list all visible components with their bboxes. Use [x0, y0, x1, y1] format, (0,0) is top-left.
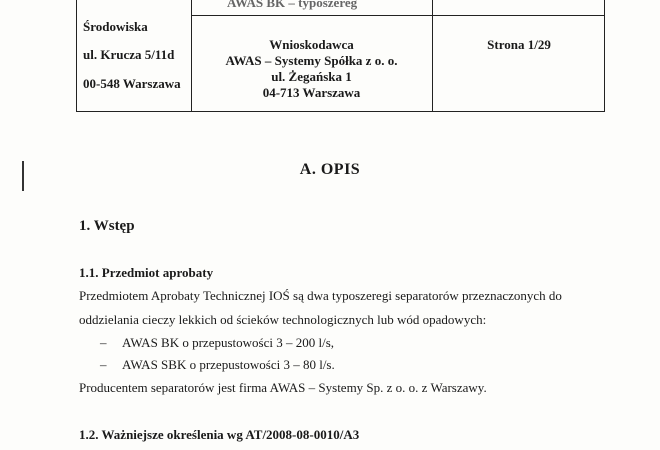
list-item-text: AWAS SBK o przepustowości 3 – 80 l/s. [122, 357, 335, 372]
list-item [100, 335, 334, 351]
page-number: Strona 1/29 [487, 37, 551, 52]
paragraph-closing: Producentem separatorów jest firma AWAS – Systemy Sp. z o. o. z Warszawy. [79, 380, 487, 395]
header-left-line-3: 00-548 Warszawa [83, 76, 181, 91]
header-center-line-1: Wnioskodawca [269, 37, 354, 52]
subheading-1-2: 1.2. Ważniejsze określenia wg AT/2008-08-0010/A3 [79, 427, 360, 442]
list-dash: – [100, 357, 107, 372]
paragraph-line-1: Przedmiotem Aprobaty Technicznej IOŚ są dwa typoszeregi separatorów przeznaczonych do [79, 288, 562, 303]
header-table [76, 0, 605, 112]
header-row-divider [191, 15, 604, 16]
header-left-line-1: Środowiska [83, 19, 148, 34]
heading-intro: 1. Wstęp [79, 218, 135, 234]
header-center-line-3: ul. Żegańska 1 [271, 69, 352, 84]
list-item [100, 357, 335, 373]
header-cut-text: AWAS BK – typoszereg [227, 0, 358, 10]
header-divider-2 [432, 0, 433, 111]
list-dash: – [100, 335, 107, 350]
subheading-1-1: 1.1. Przedmiot aprobaty [79, 265, 214, 280]
header-center-line-2: AWAS – Systemy Spółka z o. o. [225, 53, 398, 68]
header-left-line-2: ul. Krucza 5/11d [83, 47, 175, 62]
list-item-text: AWAS BK o przepustowości 3 – 200 l/s, [122, 335, 335, 350]
section-title: A. OPIS [299, 161, 361, 178]
paragraph-line-2: oddzielania cieczy lekkich od ścieków technologicznych lub wód opadowych: [79, 312, 487, 327]
header-center-line-4: 04-713 Warszawa [262, 85, 361, 100]
